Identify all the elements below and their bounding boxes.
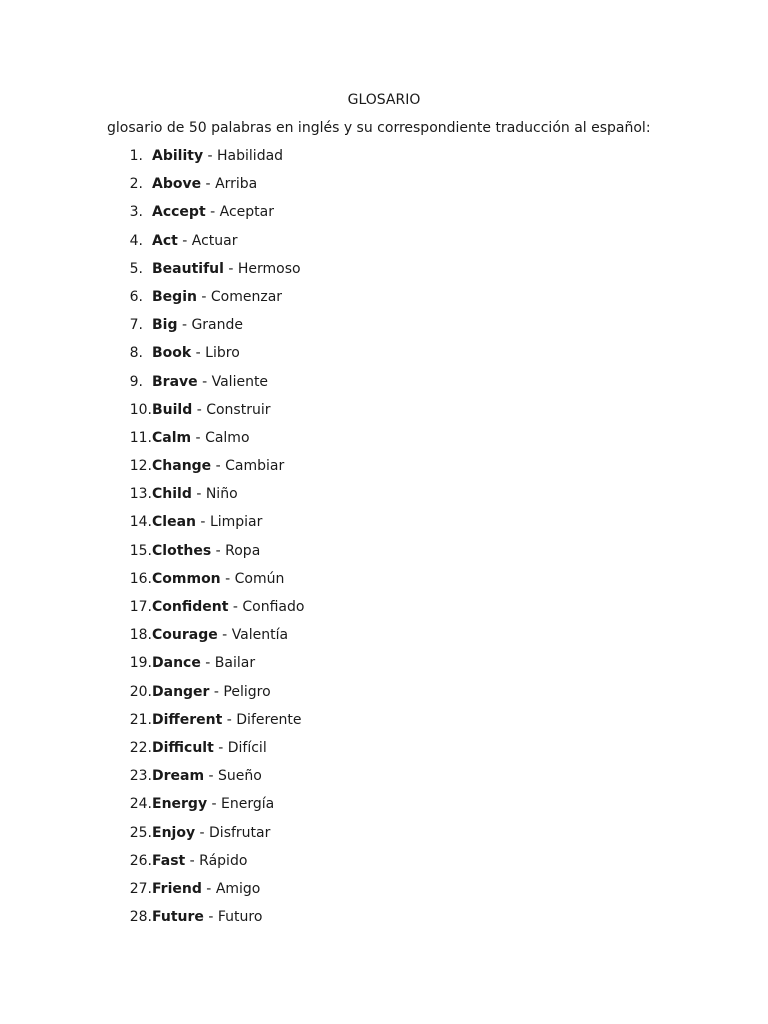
english-term: Change [152, 458, 212, 475]
entry-separator: - [211, 542, 226, 559]
spanish-translation: Difícil [227, 739, 267, 756]
entry-number: 25. [129, 824, 152, 841]
entry-number: 28. [129, 909, 152, 926]
entry-separator: - [203, 148, 218, 164]
entry-separator: - [177, 317, 192, 334]
entry-text [152, 851, 247, 871]
spanish-translation: Confiado [242, 599, 305, 615]
spanish-translation: Habilidad [217, 148, 284, 164]
entry-text [152, 428, 250, 448]
entry-text [152, 794, 274, 814]
entry-number: 15. [129, 542, 152, 559]
entry-number: 24. [129, 796, 152, 813]
entry-number: 19. [129, 655, 152, 672]
entry-separator: - [217, 627, 232, 644]
spanish-translation: Aceptar [219, 204, 274, 221]
entry-text [152, 287, 282, 307]
english-term: Clean [152, 514, 196, 531]
spanish-translation: Limpiar [209, 514, 263, 531]
entry-number: 23. [129, 768, 152, 785]
english-term: Above [152, 176, 202, 193]
entry-separator: - [196, 288, 211, 305]
entry-number: 2. [129, 176, 143, 193]
entry-number: 18. [129, 627, 152, 644]
spanish-translation: Cambiar [225, 458, 285, 475]
entry-text [152, 202, 274, 222]
entry-text [152, 625, 288, 645]
english-term: Big [152, 317, 178, 334]
entry-number: 22. [129, 739, 152, 756]
entry-separator: - [195, 514, 210, 531]
entry-text [152, 569, 284, 589]
entry-separator: - [185, 852, 200, 869]
english-term: Fast [152, 852, 186, 869]
entry-separator: - [177, 232, 192, 249]
entry-separator: - [204, 768, 219, 785]
entry-number: 21. [129, 711, 152, 728]
entry-separator: - [191, 486, 206, 503]
entry-separator: - [197, 373, 212, 390]
entry-number: 20. [129, 683, 152, 700]
spanish-translation: Diferente [236, 711, 302, 728]
spanish-translation: Común [234, 570, 285, 587]
entry-text [152, 343, 240, 363]
entry-number: 4. [129, 232, 143, 249]
spanish-translation: Valiente [211, 373, 269, 390]
entry-separator: - [211, 458, 226, 475]
entry-text [152, 259, 301, 279]
spanish-translation: Sueño [218, 768, 262, 785]
english-term: Future [152, 909, 204, 926]
entry-separator: - [223, 260, 238, 277]
entry-separator: - [200, 655, 215, 672]
entry-text [152, 541, 260, 561]
page-title: GLOSARIO [347, 92, 421, 108]
entry-text [152, 710, 302, 730]
spanish-translation: Actuar [191, 232, 238, 249]
entry-number: 1. [129, 148, 143, 164]
english-term: Act [152, 232, 178, 249]
english-term: Danger [152, 683, 210, 700]
english-term: Beautiful [152, 260, 224, 277]
entry-separator: - [209, 683, 224, 700]
spanish-translation: Energía [221, 796, 275, 813]
spanish-translation: Libro [205, 345, 240, 362]
entry-separator: - [228, 599, 243, 615]
spanish-translation: Ropa [225, 542, 261, 559]
english-term: Build [152, 401, 193, 418]
english-term: Friend [152, 880, 202, 897]
entry-number: 10. [129, 401, 152, 418]
english-term: Dance [152, 655, 201, 672]
english-term: Different [152, 711, 223, 728]
english-term: Difficult [152, 739, 214, 756]
spanish-translation: Valentía [231, 627, 289, 644]
english-term: Common [152, 570, 221, 587]
entry-text [152, 597, 304, 617]
entry-number: 17. [129, 599, 152, 615]
entry-text [152, 766, 262, 786]
spanish-translation: Rápido [199, 852, 248, 869]
entry-number: 3. [129, 204, 143, 221]
entry-text [152, 682, 271, 702]
spanish-translation: Niño [205, 486, 238, 503]
spanish-translation: Hermoso [237, 260, 301, 277]
entry-number: 8. [129, 345, 143, 362]
entry-number: 14. [129, 514, 152, 531]
entry-text [152, 146, 283, 166]
entry-number: 12. [129, 458, 152, 475]
entry-text [152, 653, 255, 673]
entry-number: 27. [129, 880, 152, 897]
entry-number: 5. [129, 260, 143, 277]
entry-separator: - [203, 909, 218, 926]
entry-separator: - [201, 176, 216, 193]
intro-paragraph: glosario de 50 palabras en inglés y su correspondiente traducción al español: [107, 120, 651, 136]
entry-number: 6. [129, 288, 143, 305]
entry-text [152, 400, 271, 420]
entry-text [152, 315, 243, 335]
entry-number: 26. [129, 852, 152, 869]
entry-separator: - [191, 429, 206, 446]
entry-separator: - [220, 570, 235, 587]
entry-separator: - [195, 824, 210, 841]
entry-separator: - [207, 796, 222, 813]
english-term: Clothes [152, 542, 212, 559]
english-term: Courage [152, 627, 218, 644]
entry-number: 11. [129, 429, 152, 446]
entry-text [152, 174, 257, 194]
english-term: Calm [152, 429, 192, 446]
spanish-translation: Disfrutar [209, 824, 271, 841]
spanish-translation: Futuro [217, 909, 263, 926]
entry-number: 16. [129, 570, 152, 587]
entry-text [152, 484, 238, 504]
english-term: Enjoy [152, 824, 196, 841]
entry-number: 9. [129, 373, 143, 390]
entry-text [152, 823, 270, 843]
entry-text [152, 231, 238, 251]
spanish-translation: Grande [191, 317, 244, 334]
english-term: Accept [152, 204, 206, 221]
entry-separator: - [191, 345, 206, 362]
entry-separator: - [205, 204, 220, 221]
entry-separator: - [213, 739, 228, 756]
spanish-translation: Calmo [205, 429, 250, 446]
spanish-translation: Amigo [215, 880, 261, 897]
entry-number: 7. [129, 317, 143, 334]
english-term: Begin [152, 288, 197, 305]
english-term: Energy [152, 796, 208, 813]
entry-number: 13. [129, 486, 152, 503]
english-term: Book [152, 345, 192, 362]
spanish-translation: Bailar [214, 655, 256, 672]
entry-text [152, 512, 262, 532]
entry-text [152, 907, 262, 927]
spanish-translation: Comenzar [210, 288, 283, 305]
entry-separator: - [222, 711, 237, 728]
english-term: Child [152, 486, 192, 503]
spanish-translation: Peligro [223, 683, 271, 700]
english-term: Confident [152, 599, 229, 615]
entry-text [152, 879, 260, 899]
entry-separator: - [192, 401, 207, 418]
english-term: Brave [152, 373, 198, 390]
entry-separator: - [201, 880, 216, 897]
spanish-translation: Arriba [215, 176, 258, 193]
entry-text [152, 372, 268, 392]
english-term: Ability [152, 148, 204, 164]
entry-text [152, 456, 284, 476]
entry-text [152, 738, 267, 758]
spanish-translation: Construir [206, 401, 271, 418]
english-term: Dream [152, 768, 205, 785]
